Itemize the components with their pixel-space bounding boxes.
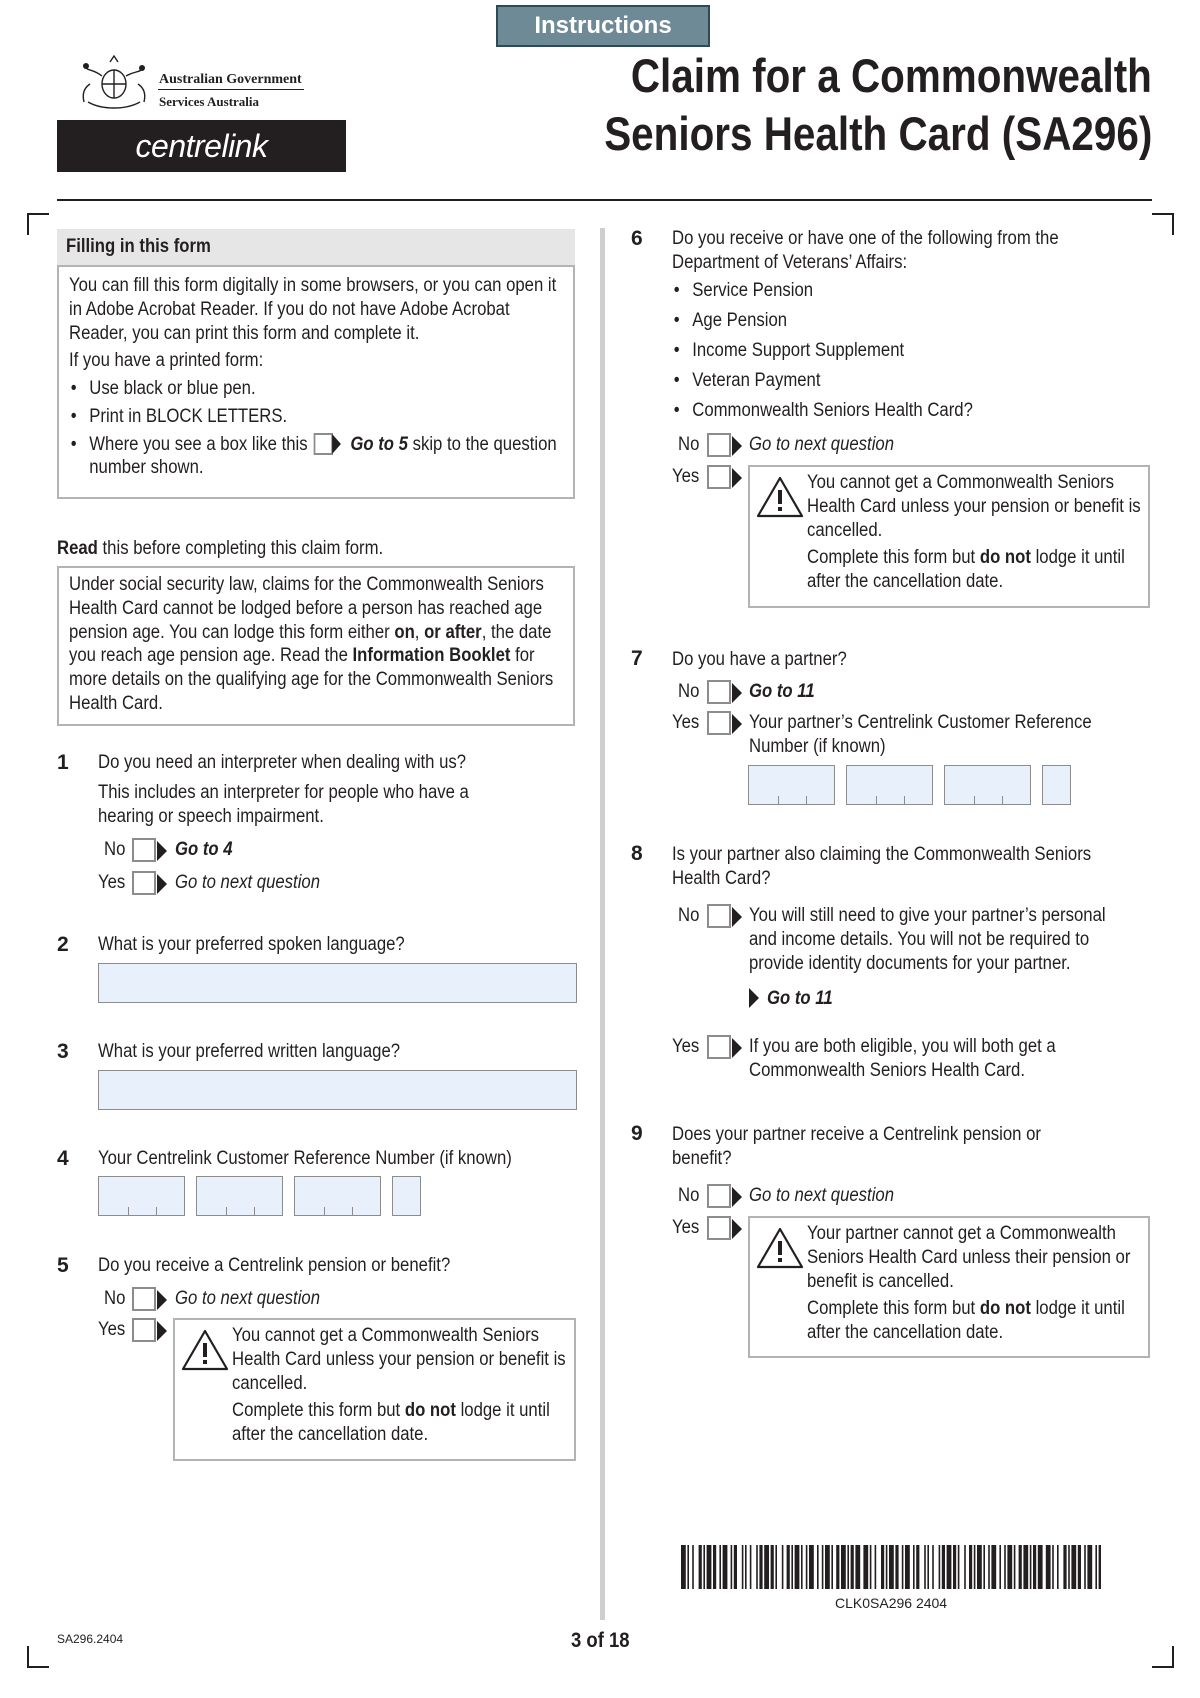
q9-warning-text: Your partner cannot get a Commonwealth Seniors Health Card unless their pension or benefit is cancelled. (807, 1223, 1131, 1292)
instructions-button[interactable]: Instructions (496, 5, 710, 47)
q5-warning-text: You cannot get a Commonwealth Seniors Health Card unless your pension or benefit is cancelled. (232, 1325, 566, 1394)
q1-yes-label: Yes (98, 872, 126, 893)
centrelink-logo: centrelink (57, 120, 346, 172)
q8-no-checkbox[interactable] (707, 904, 731, 928)
q1-no-label: No (104, 839, 126, 860)
q8-no-label: No (678, 905, 700, 926)
q7-yes-checkbox[interactable] (707, 711, 731, 735)
warning-icon (181, 1328, 229, 1372)
q9-question: Does your partner receive a Centrelink pension or benefit? (672, 1124, 1041, 1169)
filling-para-1: You can fill this form digitally in some browsers, or you can open it in Adobe Acrobat Reader. If you do not have Adobe Acrobat Reader, you can print this form and complete it. (69, 275, 557, 344)
q4-question: Your Centrelink Customer Reference Number (if known) (98, 1148, 512, 1169)
partner-crn-segment-3[interactable] (944, 765, 1031, 805)
q1-no-goto: Go to 4 (175, 839, 233, 860)
q8-no-goto: Go to 11 (767, 988, 833, 1009)
filling-bullet-3: • Where you see a box like this Go to 5 skip to the question number shown. (69, 433, 566, 481)
page-title-line-2: Seniors Health Card (SA296) (603, 107, 1152, 160)
q6-no-label: No (678, 434, 700, 455)
q1-yes-goto: Go to next question (175, 872, 321, 893)
crn-segment-3[interactable] (294, 1176, 381, 1216)
barcode-icon (681, 1545, 1101, 1589)
q6-item: • Income Support Supplement (672, 339, 973, 369)
q6-item: • Commonwealth Seniors Health Card? (672, 399, 973, 429)
filling-in-form-heading: Filling in this form (57, 229, 575, 265)
q8-yes-label: Yes (672, 1036, 700, 1057)
q1-yes-checkbox[interactable] (132, 871, 156, 895)
q7-no-goto: Go to 11 (749, 681, 815, 702)
q5-yes-label: Yes (98, 1319, 126, 1340)
q3-question: What is your preferred written language? (98, 1041, 401, 1062)
q6-number: 6 (631, 227, 643, 250)
read-intro: Read this before completing this claim form. (57, 538, 384, 559)
q8-number: 8 (631, 842, 643, 865)
q1-question: Do you need an interpreter when dealing with us? (98, 752, 467, 773)
q5-yes-checkbox[interactable] (132, 1318, 156, 1342)
q7-question: Do you have a partner? (672, 649, 847, 670)
warning-icon (756, 475, 804, 519)
q8-goto-arrow-icon (749, 988, 759, 1008)
q9-warning-box (748, 1216, 1150, 1358)
q8-question: Is your partner also claiming the Commonwealth Seniors Health Card? (672, 844, 1092, 889)
q9-number: 9 (631, 1122, 643, 1145)
q5-no-checkbox[interactable] (132, 1287, 156, 1311)
crn-segment-2[interactable] (196, 1176, 283, 1216)
barcode-number: CLK0SA296 2404 (835, 1595, 948, 1611)
q2-number: 2 (57, 933, 69, 956)
q8-yes-text: If you are both eligible, you will both get a Commonwealth Seniors Health Card. (749, 1036, 1056, 1081)
q6-question: Do you receive or have one of the following from the Department of Veterans’ Affairs: (672, 228, 1059, 273)
q6-list (672, 279, 973, 429)
q1-subtext: This includes an interpreter for people who have a hearing or speech impairment. (98, 782, 469, 827)
q9-no-checkbox[interactable] (707, 1184, 731, 1208)
q5-no-goto: Go to next question (175, 1288, 321, 1309)
q5-warning-box (173, 1318, 576, 1461)
q6-item: • Service Pension (672, 279, 973, 309)
crop-mark-top-left (27, 213, 49, 235)
crop-mark-bottom-left (27, 1646, 49, 1668)
q6-yes-label: Yes (672, 466, 700, 487)
q6-no-goto: Go to next question (749, 434, 895, 455)
q6-warning-box (748, 465, 1150, 608)
q2-question: What is your preferred spoken language? (98, 934, 405, 955)
q3-number: 3 (57, 1040, 69, 1063)
form-code: SA296.2404 (57, 1632, 124, 1646)
q9-no-goto: Go to next question (749, 1185, 895, 1206)
warning-icon (756, 1226, 804, 1270)
government-name: Australian Government (159, 72, 302, 87)
q8-yes-checkbox[interactable] (707, 1035, 731, 1059)
q9-warning-lodge: Complete this form but do not lodge it until after the cancellation date. (807, 1298, 1125, 1343)
q9-no-label: No (678, 1185, 700, 1206)
q7-yes-label: Yes (672, 712, 700, 733)
q9-yes-checkbox[interactable] (707, 1216, 731, 1240)
q5-number: 5 (57, 1254, 69, 1277)
q4-number: 4 (57, 1147, 69, 1170)
partner-crn-segment-4[interactable] (1042, 765, 1071, 805)
q1-no-checkbox[interactable] (132, 838, 156, 862)
q6-item: • Age Pension (672, 309, 973, 339)
logo-divider (158, 89, 304, 90)
read-box-text: Under social security law, claims for the Commonwealth Seniors Health Card cannot be lodged before a person has reached age pension age. You can lodge this form either on, or after, the date you reach age pension age. Read the Information Booklet for more details on the qualifying age for the Commonwealth Seniors Health Card. (69, 574, 554, 714)
q7-no-label: No (678, 681, 700, 702)
partner-crn-segment-1[interactable] (748, 765, 835, 805)
filling-bullet-2: • Print in BLOCK LETTERS. (69, 405, 566, 429)
q9-yes-label: Yes (672, 1217, 700, 1238)
spoken-language-field[interactable] (98, 963, 577, 1003)
q5-warning-lodge: Complete this form but do not lodge it until after the cancellation date. (232, 1400, 550, 1445)
q7-number: 7 (631, 647, 643, 670)
crn-segment-4[interactable] (392, 1176, 421, 1216)
agency-name: Services Australia (159, 94, 260, 109)
q7-yes-text: Your partner’s Centrelink Customer Reference Number (if known) (749, 712, 1092, 757)
filling-in-form-body (57, 265, 575, 499)
header-divider (57, 199, 1152, 201)
q1-number: 1 (57, 751, 69, 774)
column-divider (600, 228, 605, 1620)
filling-para-2: If you have a printed form: (69, 350, 264, 372)
q5-question: Do you receive a Centrelink pension or benefit? (98, 1255, 451, 1276)
crn-segment-1[interactable] (98, 1176, 185, 1216)
q6-no-checkbox[interactable] (707, 433, 731, 457)
q8-no-text: You will still need to give your partner’s personal and income details. You will not be required to provide identity documents for your partner. (749, 905, 1106, 974)
filling-in-form-panel (57, 229, 575, 499)
page-title: Claim for a Commonwealth (630, 49, 1152, 102)
filling-bullet-1: • Use black or blue pen. (69, 377, 566, 401)
partner-crn-segment-2[interactable] (846, 765, 933, 805)
q7-no-checkbox[interactable] (707, 680, 731, 704)
q5-no-label: No (104, 1288, 126, 1309)
q6-warning-text: You cannot get a Commonwealth Seniors Health Card unless your pension or benefit is cancelled. (807, 472, 1141, 541)
coat-of-arms-icon (74, 54, 154, 112)
read-box (57, 566, 575, 726)
page-number: 3 of 18 (571, 1629, 630, 1652)
q6-yes-checkbox[interactable] (707, 465, 731, 489)
crop-mark-bottom-right (1152, 1646, 1174, 1668)
q6-warning-lodge: Complete this form but do not lodge it until after the cancellation date. (807, 547, 1125, 592)
crop-mark-top-right (1152, 213, 1174, 235)
example-goto-box (312, 433, 345, 453)
written-language-field[interactable] (98, 1070, 577, 1110)
q6-item: • Veteran Payment (672, 369, 973, 399)
